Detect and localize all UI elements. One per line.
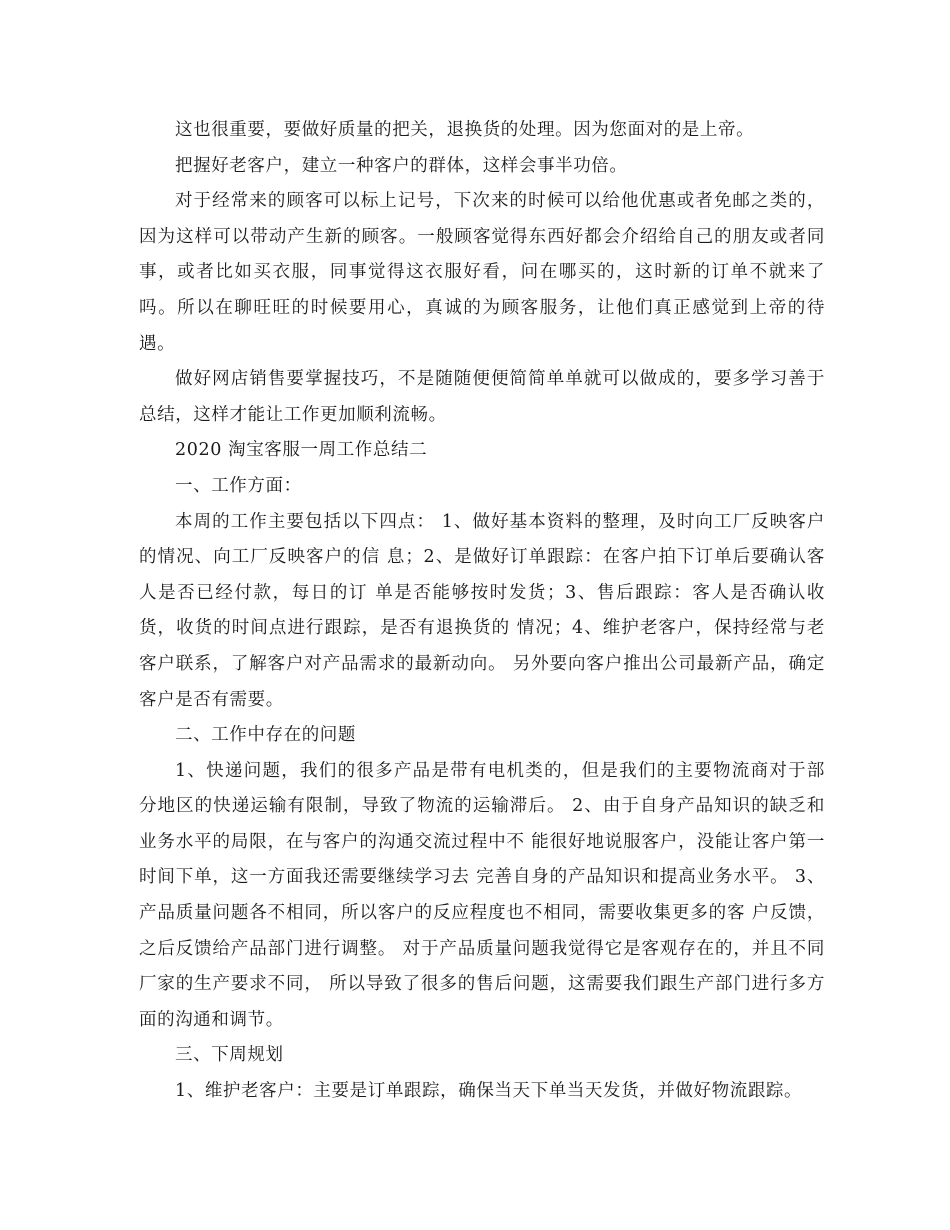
paragraph-sales-skills: 做好网店销售要掌握技巧，不是随随便便简简单单就可以做成的，要多学习善于总结，这样才能让工作更加顺利流畅。 bbox=[139, 369, 825, 425]
section-title-weekly-summary: 2020 淘宝客服一周工作总结二 bbox=[175, 440, 428, 461]
paragraph-work-content: 本周的工作主要包括以下四点： 1、做好基本资料的整理，及时向工厂反映客户的情况、向工厂反映客户的信 息；2、是做好订单跟踪：在客户拍下订单后要确认客人是否已经付款，每日的订 单是否能够按时发货；3、售后跟踪：客人是否确认收货，收货的时间点进行跟踪，是否有退换货的 情况；4、维护老客户，保持经常与老客户联系，了解客户对产品需求的最新动向。 另外要向客户推出公司最新产品，确定客户是否有需要。 bbox=[139, 511, 825, 710]
document-body bbox=[139, 113, 832, 1110]
heading-next-week-plan: 三、下周规划 bbox=[175, 1045, 284, 1066]
heading-work-aspects: 一、工作方面： bbox=[175, 475, 302, 496]
heading-problems: 二、工作中存在的问题 bbox=[175, 725, 356, 746]
paragraph-frequent-customers: 对于经常来的顾客可以标上记号，下次来的时候可以给他优惠或者免邮之类的，因为这样可以带动产生新的顾客。一般顾客觉得东西好都会介绍给自己的朋友或者同事，或者比如买衣服，同事觉得这衣服好看，问在哪买的，这时新的订单不就来了吗。所以在聊旺旺的时候要用心，真诚的为顾客服务，让他们真正感觉到上帝的待遇。 bbox=[139, 191, 825, 354]
paragraph-problems: 1、快递问题，我们的很多产品是带有电机类的，但是我们的主要物流商对于部 分地区的快递运输有限制，导致了物流的运输滞后。 2、由于自身产品知识的缺乏和业务水平的局限，在与客户的沟通交流过程中不 能很好地说服客户，没能让客户第一时间下单，这一方面我还需要继续学习去 完善自身的产品知识和提高业务水平。 3、产品质量问题各不相同，所以客户的反应程度也不相同，需要收集更多的客 户反馈，之后反馈给产品部门进行调整。 对于产品质量问题我觉得它是客观存在的，并且不同厂家的生产要求不同， 所以导致了很多的售后问题，这需要我们跟生产部门进行多方面的沟通和调节。 bbox=[139, 760, 832, 1030]
paragraph-plan-item-1: 1、维护老客户：主要是订单跟踪，确保当天下单当天发货，并做好物流跟踪。 bbox=[175, 1081, 803, 1102]
paragraph-old-customers: 把握好老客户，建立一种客户的群体，这样会事半功倍。 bbox=[175, 155, 628, 176]
paragraph-quality-control: 这也很重要，要做好质量的把关，退换货的处理。因为您面对的是上帝。 bbox=[175, 120, 755, 140]
